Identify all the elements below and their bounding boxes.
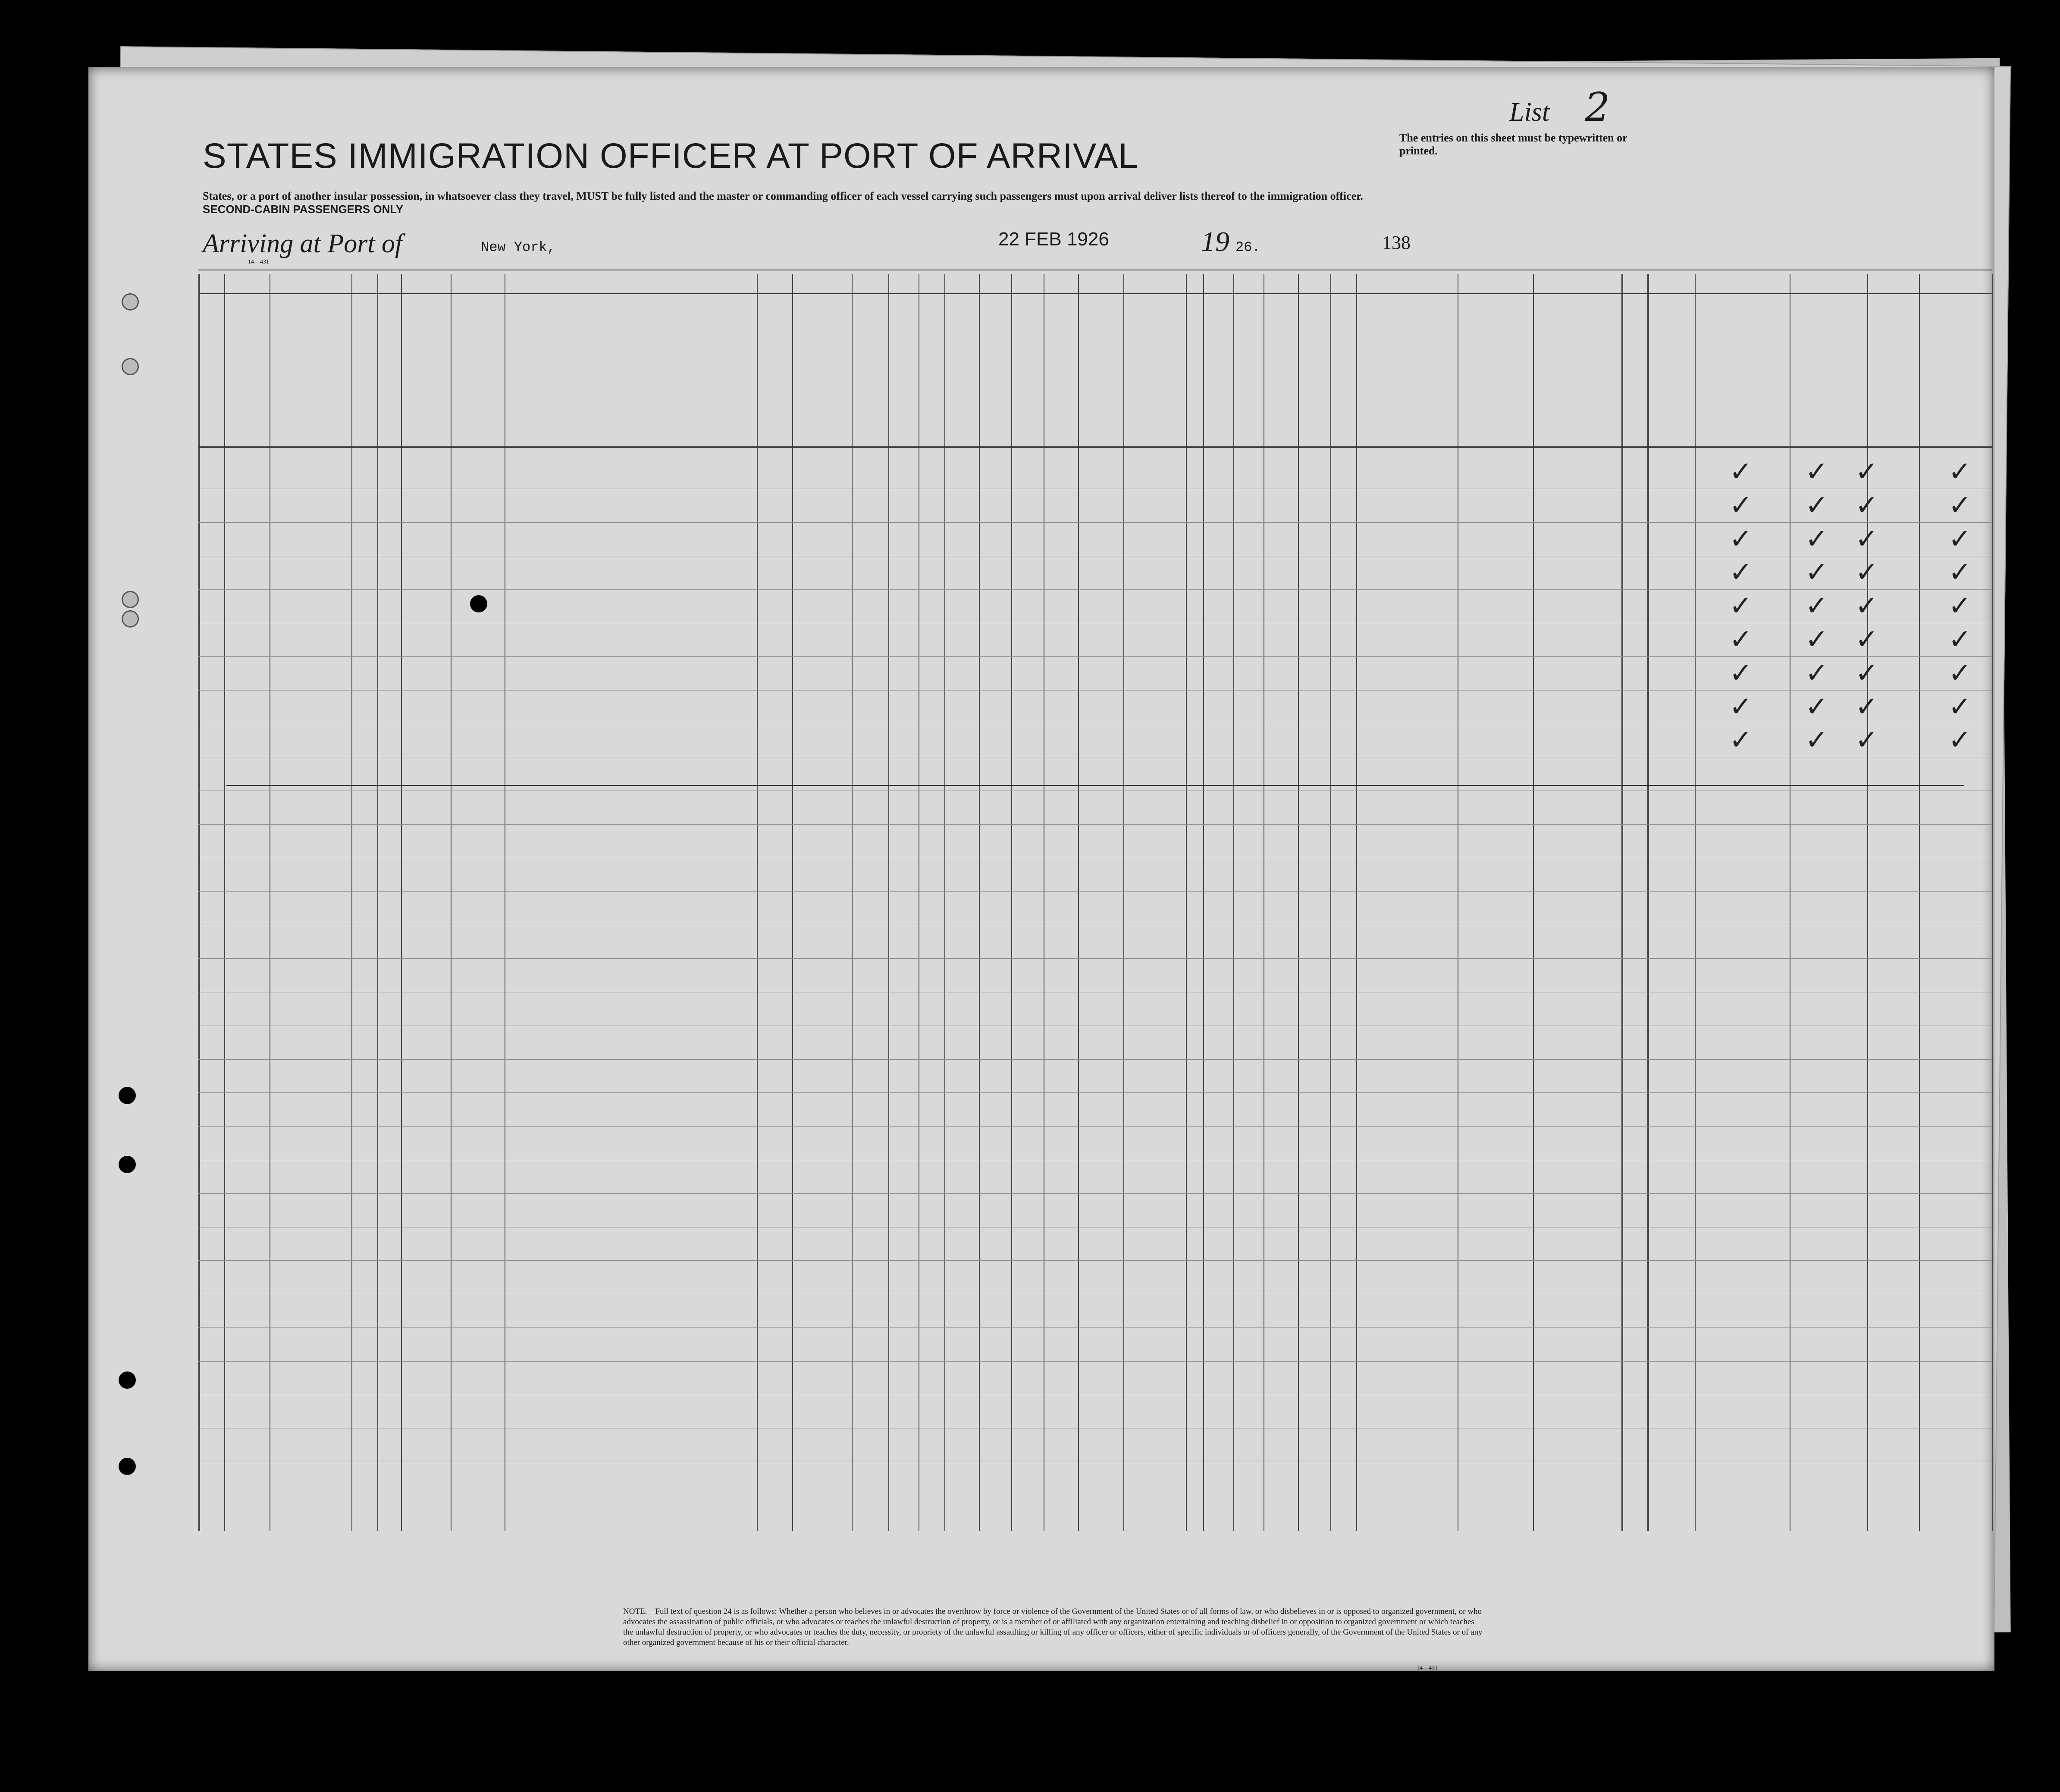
row-rule	[198, 1059, 1992, 1060]
check-mark-icon: ✓	[1948, 456, 1972, 488]
column-rule	[1203, 274, 1204, 1531]
column-rule	[1186, 274, 1187, 1531]
column-rule	[451, 274, 452, 1531]
check-mark-icon: ✓	[1805, 657, 1828, 689]
header-rule	[198, 293, 1992, 294]
manifest-sheet	[88, 67, 1994, 1671]
check-mark-icon: ✓	[1729, 489, 1753, 521]
check-mark-icon: ✓	[1729, 690, 1753, 723]
class-note: SECOND-CABIN PASSENGERS ONLY	[203, 203, 404, 216]
check-mark-icon: ✓	[1855, 690, 1878, 723]
column-rule	[944, 274, 945, 1531]
row-rule	[198, 1193, 1992, 1194]
check-mark-icon: ✓	[1855, 590, 1878, 622]
port-value: New York,	[481, 239, 555, 255]
check-mark-icon: ✓	[1855, 523, 1878, 555]
check-mark-icon: ✓	[1805, 690, 1828, 723]
check-mark-icon: ✓	[1948, 690, 1972, 723]
page-number: 138	[1382, 232, 1411, 253]
header-rule	[198, 446, 1992, 448]
column-rule	[1298, 274, 1299, 1531]
check-mark-icon: ✓	[1729, 556, 1753, 589]
instructions-text: States, or a port of another insular possession, in whatsoever class they travel, MUST be fully listed and the master or commanding officer of each vessel carrying such passengers must upon arrival deliver lists thereof to the immigration officer.	[203, 190, 1363, 202]
check-mark-icon: ✓	[1855, 624, 1878, 656]
check-mark-icon: ✓	[1729, 624, 1753, 656]
column-rule	[351, 274, 352, 1531]
check-mark-icon: ✓	[1805, 590, 1828, 622]
check-mark-icon: ✓	[1805, 456, 1828, 488]
check-mark-icon: ✓	[1729, 590, 1753, 622]
column-rule	[979, 274, 980, 1531]
arrival-date: 22 FEB 1926	[998, 229, 1109, 250]
column-rule	[1695, 274, 1696, 1531]
punch-hole	[119, 1087, 136, 1104]
check-mark-icon: ✓	[1948, 657, 1972, 689]
check-mark-icon: ✓	[1805, 724, 1828, 756]
column-rule	[1078, 274, 1079, 1531]
column-rule	[1330, 274, 1331, 1531]
check-mark-icon: ✓	[1805, 624, 1828, 656]
column-rule	[1233, 274, 1234, 1531]
arriving-label: Arriving at Port of	[203, 229, 403, 258]
row-rule	[198, 1361, 1992, 1362]
check-mark-icon: ✓	[1855, 724, 1878, 756]
check-mark-icon: ✓	[1805, 556, 1828, 589]
year-prefix: 19	[1201, 226, 1229, 257]
strike-line	[226, 785, 1964, 786]
check-mark-icon: ✓	[1948, 556, 1972, 589]
row-rule	[198, 1126, 1992, 1127]
column-rule	[852, 274, 853, 1531]
check-mark-icon: ✓	[1948, 590, 1972, 622]
year-suffix: 26.	[1235, 239, 1260, 255]
column-rule	[1621, 274, 1623, 1531]
row-rule	[198, 1092, 1992, 1093]
footnote-form-number: 14—431	[1417, 1665, 1438, 1671]
column-rule	[1011, 274, 1012, 1531]
page-title: STATES IMMIGRATION OFFICER AT PORT OF ARRIVAL	[203, 136, 1138, 176]
check-mark-icon: ✓	[1805, 523, 1828, 555]
footnote: NOTE.—Full text of question 24 is as follows: Whether a person who believes in or advocates the overthrow by force or violence of the Government of the United States or of all forms of law, or who disbelieves in or is opposed to organized government, or who advocates the assassination of public officials, or who advocates or teaches the unlawful destruction of property, or is a member of or affiliated with any organization entertaining and teaching disbelief in or opposition to organized government or which teaches the unlawful destruction of property, or who advocates or teaches the duty, necessity, or propriety of the unlawful assaulting or killing of any officer or officers, either of specific individuals or of officers generally, of the Government of the United States or of any other organized government because of his or their official character.	[623, 1607, 1483, 1647]
column-rule	[401, 274, 402, 1531]
column-rule	[224, 274, 225, 1531]
column-rule	[1356, 274, 1357, 1531]
column-rule	[377, 274, 378, 1531]
entries-note: The entries on this sheet must be typewritten or printed.	[1399, 132, 1627, 157]
check-mark-icon: ✓	[1805, 489, 1828, 521]
form-number: 14—431	[248, 259, 269, 265]
punch-hole	[122, 358, 139, 375]
row-rule	[198, 656, 1992, 657]
column-rule	[1123, 274, 1124, 1531]
row-rule	[198, 1260, 1992, 1261]
list-label: List	[1509, 97, 1550, 127]
column-rule	[1919, 274, 1920, 1531]
check-mark-icon: ✓	[1948, 489, 1972, 521]
punch-hole	[119, 1458, 136, 1475]
column-rule	[1992, 274, 1993, 1531]
punch-hole	[119, 1371, 136, 1389]
punch-hole	[122, 293, 139, 311]
list-number: 2	[1585, 84, 1610, 130]
column-rule	[792, 274, 793, 1531]
column-rule	[1533, 274, 1534, 1531]
row-rule	[198, 958, 1992, 959]
punch-hole	[122, 610, 139, 628]
column-rule	[888, 274, 889, 1531]
check-mark-icon: ✓	[1729, 456, 1753, 488]
row-rule	[198, 589, 1992, 590]
punch-hole	[119, 1156, 136, 1173]
check-mark-icon: ✓	[1729, 724, 1753, 756]
column-rule	[757, 274, 758, 1531]
row-rule	[198, 824, 1992, 825]
check-mark-icon: ✓	[1729, 657, 1753, 689]
check-mark-icon: ✓	[1948, 724, 1972, 756]
column-rule	[1647, 274, 1649, 1531]
check-mark-icon: ✓	[1855, 489, 1878, 521]
row-rule	[198, 522, 1992, 523]
column-rule	[198, 274, 200, 1531]
check-mark-icon: ✓	[1855, 556, 1878, 589]
check-mark-icon: ✓	[1855, 657, 1878, 689]
check-mark-icon: ✓	[1855, 456, 1878, 488]
punch-hole	[122, 591, 139, 608]
check-mark-icon: ✓	[1948, 624, 1972, 656]
row-rule	[198, 891, 1992, 892]
check-mark-icon: ✓	[1729, 523, 1753, 555]
punch-hole	[470, 595, 487, 612]
check-mark-icon: ✓	[1948, 523, 1972, 555]
